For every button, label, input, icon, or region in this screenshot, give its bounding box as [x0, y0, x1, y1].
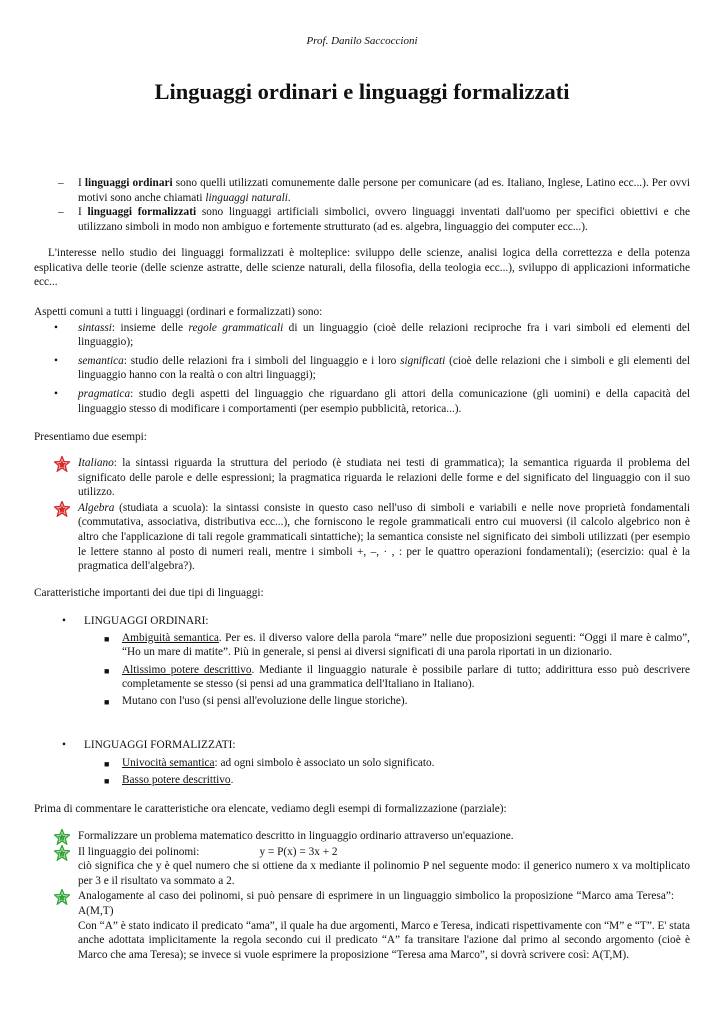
example-italiano: Italiano: la sintassi riguarda la struttura del periodo (è studiata nei testi di grammatica); la semantica riguarda il problema del significato delle parole e delle espressioni; la pragmatica riguarda le relazioni delle forme e del significato del linguaggio con il suo utilizzo. — [34, 456, 690, 500]
feature-ambiguita: ■ Ambiguità semantica. Per es. il diverso valore della parola “mare” nelle due proposizioni seguenti: “Oggi il mare è calmo”, “Ho un mare di matite”. Più in generale, si pensi ai diversi significati di una parola riportati in un dizionario. — [104, 631, 691, 659]
features-ordinari — [34, 614, 690, 709]
example-algebra: Algebra (studiata a scuola): la sintassi consiste in questo caso nell'uso di simboli e variabili e nelle nove proprietà fondamentali (commutativa, associativa, distributiva ecc...), che forniscono le regole grammaticali entro cui muoversi (il calcolo algebrico non è altro che l'applicazione di tali regole grammaticali sintattiche); la semantica consiste nel significato dei simboli utilizzati (per esempio le lettere stanno al posto di numeri reali, mentre i simboli +, –, · , : per le quattro operazioni fondamentali); (esercizio: qual è la pragmatica dell'algebra?). — [34, 501, 690, 574]
aspect-sintassi: • sintassi: insieme delle regole grammaticali di un linguaggio (cioè delle relazioni reciproche fra i vari simboli ed elementi del linguaggio); — [54, 321, 691, 349]
green-star-icon — [54, 845, 70, 861]
square-bullet: ■ — [104, 665, 110, 676]
examples-list — [34, 456, 690, 574]
formalization-predicato: Analogamente al caso dei polinomi, si può pensare di esprimere in un linguaggio simbolico la proposizione “Marco ama Teresa”:A(M,T) Con “A” è stato indicato il predicato “ama”, il quale ha due argomenti, Marco e Teresa, indicati rispettivamente con “M” e “T”. E' stata anche adottata implicitamente la regola secondo cui il predicato “A” fa transitare l'azione dal primo al secondo argomento (cioè è Marco che ama Teresa); se invece si vuole esprimere la proposizione “Teresa ama Marco”, si dovrà scrivere così: A(T,M). — [34, 889, 690, 962]
features-formalizzati — [34, 738, 690, 788]
bullet-dot: • — [62, 739, 66, 751]
formalization-polinomi: Il linguaggio dei polinomi: y = P(x) = 3x + 2 ciò significa che y è quel numero che si ottiene da x mediante il polinomio P nel seguente modo: il generico numero x va moltiplicato per 3 e il risultato va sommato a 2. — [34, 845, 690, 889]
bullet-dot: • — [54, 354, 58, 367]
green-star-icon — [54, 889, 70, 905]
red-star-icon — [54, 501, 70, 517]
bullet-dot: • — [62, 615, 66, 627]
aspects-section — [34, 305, 690, 416]
bullet-dot: • — [54, 321, 58, 334]
bullet-dot: • — [54, 387, 58, 400]
definition-ordinari: – I linguaggi ordinari sono quelli utilizzati comunemente dalle persone per comunicare (ad es. Italiano, Inglese, Latino ecc...). Per ovvi motivi sono anche chiamati linguaggi naturali. — [58, 177, 690, 204]
formalization-equazione: Formalizzare un problema matematico descritto in linguaggio ordinario attraverso un'equazione. — [34, 829, 690, 844]
document-title: Linguaggi ordinari e linguaggi formalizzati — [154, 79, 570, 104]
square-bullet: ■ — [104, 776, 110, 787]
feature-univocita: ■ Univocità semantica: ad ogni simbolo è associato un solo significato. — [34, 756, 690, 771]
aspect-semantica: • semantica: studio delle relazioni fra i simboli del linguaggio e i loro significati (cioè delle relazioni che i simboli e gli elementi del linguaggio hanno con la realtà o con altri linguaggi); — [54, 354, 690, 382]
heading-formalizzati: • LINGUAGGI FORMALIZZATI: — [62, 739, 236, 751]
square-bullet: ■ — [104, 758, 110, 769]
predicate-formula-2: A(T,M). — [591, 948, 630, 961]
predicate-formula: A(M,T) — [78, 904, 114, 917]
polynomial-formula: y = P(x) = 3x + 2 — [259, 845, 338, 858]
feature-basso-potere: ■ Basso potere descrittivo. — [34, 773, 690, 788]
aspects-lead: Aspetti comuni a tutti i linguaggi (ordinari e formalizzati) sono: — [34, 306, 323, 318]
interest-paragraph: L'interesse nello studio dei linguaggi formalizzati è molteplice: sviluppo delle scienze, analisi logica della correttezza e della potenza esplicativa delle teorie (delle scienze astratte, delle scienze naturali, della filosofia, della teologia ecc...), sviluppo di applicazioni informatiche ecc... — [34, 247, 690, 289]
definitions-list — [34, 176, 690, 234]
formalization-lead: Prima di commentare le caratteristiche ora elencate, vediamo degli esempi di formalizzazione (parziale): — [34, 803, 507, 815]
feature-mutano: ■ Mutano con l'uso (si pensi all'evoluzione delle lingue storiche). — [34, 694, 690, 709]
examples-lead: Presentiamo due esempi: — [34, 431, 147, 443]
square-bullet: ■ — [104, 696, 110, 707]
dash-bullet: – — [58, 177, 64, 189]
term-linguaggi-formalizzati: linguaggi formalizzati — [87, 206, 197, 219]
green-star-icon — [54, 829, 70, 845]
definition-formalizzati: – I linguaggi formalizzati sono linguaggi artificiali simbolici, ovvero linguaggi inventati dall'uomo per specifici obiettivi e che utilizzano simboli in modo non ambiguo e fortemente strutturato (ad es. algebra, linguaggio dei computer ecc...). — [58, 206, 690, 233]
red-star-icon — [54, 456, 70, 472]
aspect-pragmatica: • pragmatica: studio degli aspetti del linguaggio che riguardano gli attori della comunicazione (gli uomini) e della capacità del linguaggio stesso di modificare i comportamenti (per esempio pubblicità, retorica...). — [54, 387, 690, 415]
dash-bullet: – — [58, 206, 64, 219]
square-bullet: ■ — [104, 633, 110, 644]
term-linguaggi-ordinari: linguaggi ordinari — [84, 177, 173, 189]
author-header: Prof. Danilo Saccoccioni — [306, 35, 418, 47]
heading-ordinari: • LINGUAGGI ORDINARI: — [62, 615, 209, 627]
features-lead: Caratteristiche importanti dei due tipi di linguaggi: — [34, 587, 264, 599]
formalization-list — [34, 829, 690, 962]
feature-potere-descrittivo: ■ Altissimo potere descrittivo. Mediante il linguaggio naturale è possibile parlare di tutto; addirittura esso può descrivere completamente se stesso (si pensi ad una grammatica dell'Italiano in Italiano). — [104, 663, 690, 691]
